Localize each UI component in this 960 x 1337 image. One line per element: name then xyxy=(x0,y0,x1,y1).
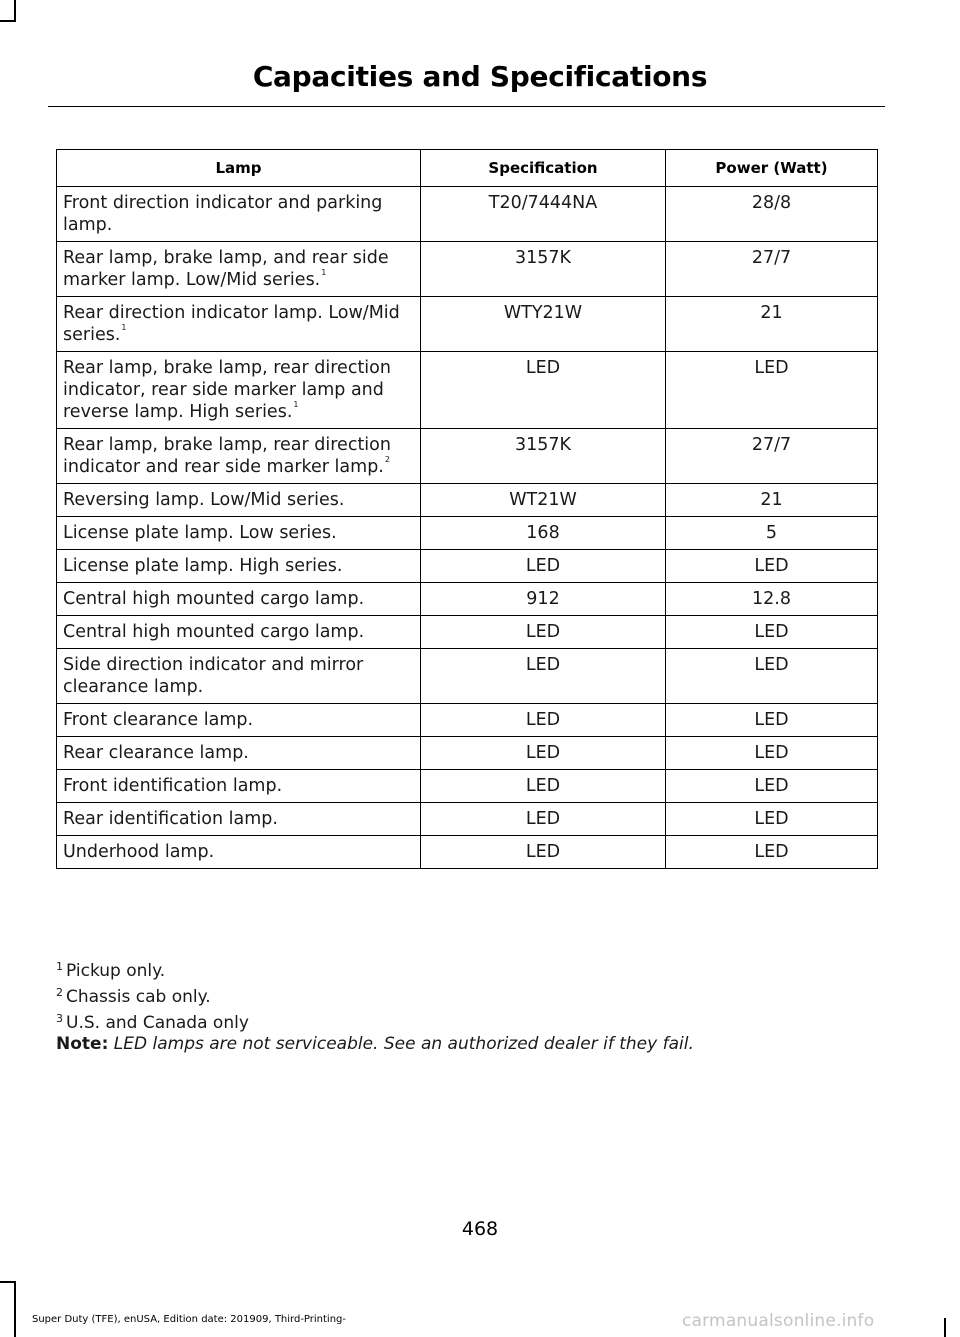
lamp-cell xyxy=(57,649,421,704)
power-cell-text: LED xyxy=(754,842,789,862)
lamp-cell xyxy=(57,187,421,242)
footnote-1 xyxy=(56,960,165,981)
crop-mark xyxy=(0,20,16,22)
specification-cell xyxy=(421,737,666,770)
column-header-specification: Specification xyxy=(421,150,666,187)
power-cell-text: LED xyxy=(754,776,789,796)
power-cell xyxy=(666,583,878,616)
power-cell-text: LED xyxy=(754,809,789,829)
table-row xyxy=(57,484,878,517)
specification-cell xyxy=(421,803,666,836)
specification-cell xyxy=(421,649,666,704)
watermark-text: carmanualsonline.info xyxy=(682,1311,875,1331)
power-cell xyxy=(666,616,878,649)
power-cell xyxy=(666,704,878,737)
specification-cell-text: 168 xyxy=(526,523,560,543)
lamp-cell-text: Rear clearance lamp. xyxy=(63,743,249,763)
footnote-reference: 1 xyxy=(121,323,127,332)
table-row xyxy=(57,770,878,803)
power-cell xyxy=(666,297,878,352)
specification-cell xyxy=(421,583,666,616)
table-row xyxy=(57,242,878,297)
specification-cell xyxy=(421,297,666,352)
specification-cell-text: LED xyxy=(525,809,561,829)
table-row xyxy=(57,550,878,583)
specification-cell xyxy=(421,187,666,242)
column-header-lamp: Lamp xyxy=(57,150,421,187)
footnote-3 xyxy=(56,1012,249,1033)
power-cell-text: LED xyxy=(754,556,789,576)
page-number: 468 xyxy=(461,1218,499,1240)
specification-cell-text: T20/7444NA xyxy=(488,193,598,213)
power-cell-text: LED xyxy=(754,743,789,763)
specification-cell-text: WT21W xyxy=(509,490,577,510)
note-label: Note: xyxy=(56,1034,109,1054)
lamp-cell-text: Front identification lamp. xyxy=(63,776,283,796)
power-cell-text: 21 xyxy=(760,303,783,323)
specification-cell xyxy=(421,484,666,517)
specification-cell xyxy=(421,550,666,583)
lamp-cell-text: Rear identification lamp. xyxy=(63,809,278,829)
specification-cell xyxy=(421,242,666,297)
power-cell xyxy=(666,429,878,484)
lamp-cell xyxy=(57,517,421,550)
table-row xyxy=(57,704,878,737)
power-cell-text: LED xyxy=(754,655,789,675)
table-row xyxy=(57,616,878,649)
specification-cell-text: LED xyxy=(525,743,561,763)
specification-cell xyxy=(421,836,666,869)
lamp-cell-text: Rear lamp, brake lamp, rear direction indicator, rear side marker lamp and reverse lamp. High series. xyxy=(63,358,391,422)
table-body xyxy=(57,187,878,869)
lamp-cell-text: Front direction indicator and parking lamp. xyxy=(63,193,383,235)
footnote-reference: 1 xyxy=(293,400,299,409)
power-cell xyxy=(666,649,878,704)
power-cell-text: LED xyxy=(754,622,789,642)
power-cell-text: 27/7 xyxy=(751,435,792,455)
specification-cell-text: LED xyxy=(525,622,561,642)
power-cell-text: 5 xyxy=(765,523,778,543)
footnote-reference: 2 xyxy=(384,455,390,464)
specification-cell-text: 3157K xyxy=(514,248,571,268)
page-title: Capacities and Specifications xyxy=(252,60,708,93)
table-row xyxy=(57,649,878,704)
specification-cell-text: LED xyxy=(525,655,561,675)
crop-mark xyxy=(14,1281,16,1337)
table-row xyxy=(57,187,878,242)
power-cell xyxy=(666,187,878,242)
lamp-cell-text: License plate lamp. Low series. xyxy=(63,523,337,543)
note-text: LED lamps are not serviceable. See an authorized dealer if they fail. xyxy=(113,1034,694,1054)
column-header-power: Power (Watt) xyxy=(666,150,878,187)
specification-cell xyxy=(421,429,666,484)
table-row xyxy=(57,583,878,616)
lamp-cell-text: Front clearance lamp. xyxy=(63,710,254,730)
power-cell-text: 27/7 xyxy=(751,248,792,268)
lamp-cell xyxy=(57,803,421,836)
power-cell xyxy=(666,242,878,297)
power-cell-text: LED xyxy=(754,358,789,378)
footer-edition: Super Duty (TFE), enUSA, Edition date: 201909, Third-Printing- xyxy=(32,1314,347,1325)
table-row xyxy=(57,836,878,869)
specification-cell-text: LED xyxy=(525,358,561,378)
specification-cell-text: LED xyxy=(525,556,561,576)
lamp-cell-text: Central high mounted cargo lamp. xyxy=(63,622,365,642)
crop-mark xyxy=(944,1318,946,1337)
power-cell xyxy=(666,550,878,583)
power-cell xyxy=(666,517,878,550)
lamp-cell xyxy=(57,836,421,869)
header-divider xyxy=(48,106,885,107)
table-row xyxy=(57,737,878,770)
specification-cell xyxy=(421,704,666,737)
lamp-cell-text: Rear lamp, brake lamp, rear direction indicator and rear side marker lamp. xyxy=(63,435,391,477)
specification-cell xyxy=(421,517,666,550)
lamp-cell xyxy=(57,297,421,352)
footnote-reference: 1 xyxy=(321,268,327,277)
power-cell xyxy=(666,803,878,836)
lamp-cell xyxy=(57,429,421,484)
lamp-cell xyxy=(57,352,421,429)
specification-cell xyxy=(421,352,666,429)
specification-cell-text: LED xyxy=(525,710,561,730)
power-cell xyxy=(666,737,878,770)
lamp-cell-text: Side direction indicator and mirror clearance lamp. xyxy=(63,655,364,697)
power-cell xyxy=(666,770,878,803)
power-cell xyxy=(666,836,878,869)
lamp-cell-text: Rear direction indicator lamp. Low/Mid series. xyxy=(63,303,400,345)
lamp-cell xyxy=(57,550,421,583)
footnote-number: 2 xyxy=(56,986,63,999)
footnote-text: U.S. and Canada only xyxy=(66,1013,249,1033)
lamp-cell xyxy=(57,770,421,803)
table-row xyxy=(57,352,878,429)
lamp-cell-text: Underhood lamp. xyxy=(63,842,215,862)
specification-cell xyxy=(421,770,666,803)
lamp-cell-text: Central high mounted cargo lamp. xyxy=(63,589,365,609)
footnote-number: 3 xyxy=(56,1012,63,1025)
lamp-cell-text: Rear lamp, brake lamp, and rear side marker lamp. Low/Mid series. xyxy=(63,248,389,290)
power-cell-text: 21 xyxy=(760,490,783,510)
lamp-cell-text: License plate lamp. High series. xyxy=(63,556,343,576)
table-row xyxy=(57,803,878,836)
lamp-cell xyxy=(57,616,421,649)
note xyxy=(56,1034,694,1054)
lamp-cell xyxy=(57,583,421,616)
lamp-cell xyxy=(57,737,421,770)
specification-cell-text: 912 xyxy=(526,589,560,609)
specification-cell xyxy=(421,616,666,649)
power-cell xyxy=(666,352,878,429)
crop-mark xyxy=(14,0,16,22)
power-cell xyxy=(666,484,878,517)
table-row xyxy=(57,297,878,352)
table-row xyxy=(57,517,878,550)
footnote-number: 1 xyxy=(56,960,63,973)
footnote-text: Chassis cab only. xyxy=(66,987,211,1007)
lamp-cell xyxy=(57,484,421,517)
power-cell-text: 12.8 xyxy=(752,589,791,609)
lamp-specifications-table xyxy=(56,149,878,869)
crop-mark xyxy=(0,1281,16,1283)
lamp-cell xyxy=(57,242,421,297)
table-header-row xyxy=(57,150,878,187)
footnote-2 xyxy=(56,986,211,1007)
table-row xyxy=(57,429,878,484)
power-cell-text: 28/8 xyxy=(751,193,792,213)
footnote-text: Pickup only. xyxy=(66,961,166,981)
lamp-cell-text: Reversing lamp. Low/Mid series. xyxy=(63,490,345,510)
specification-cell-text: WTY21W xyxy=(503,303,583,323)
specification-cell-text: 3157K xyxy=(514,435,571,455)
lamp-cell xyxy=(57,704,421,737)
specification-cell-text: LED xyxy=(525,776,561,796)
specification-cell-text: LED xyxy=(525,842,561,862)
power-cell-text: LED xyxy=(754,710,789,730)
